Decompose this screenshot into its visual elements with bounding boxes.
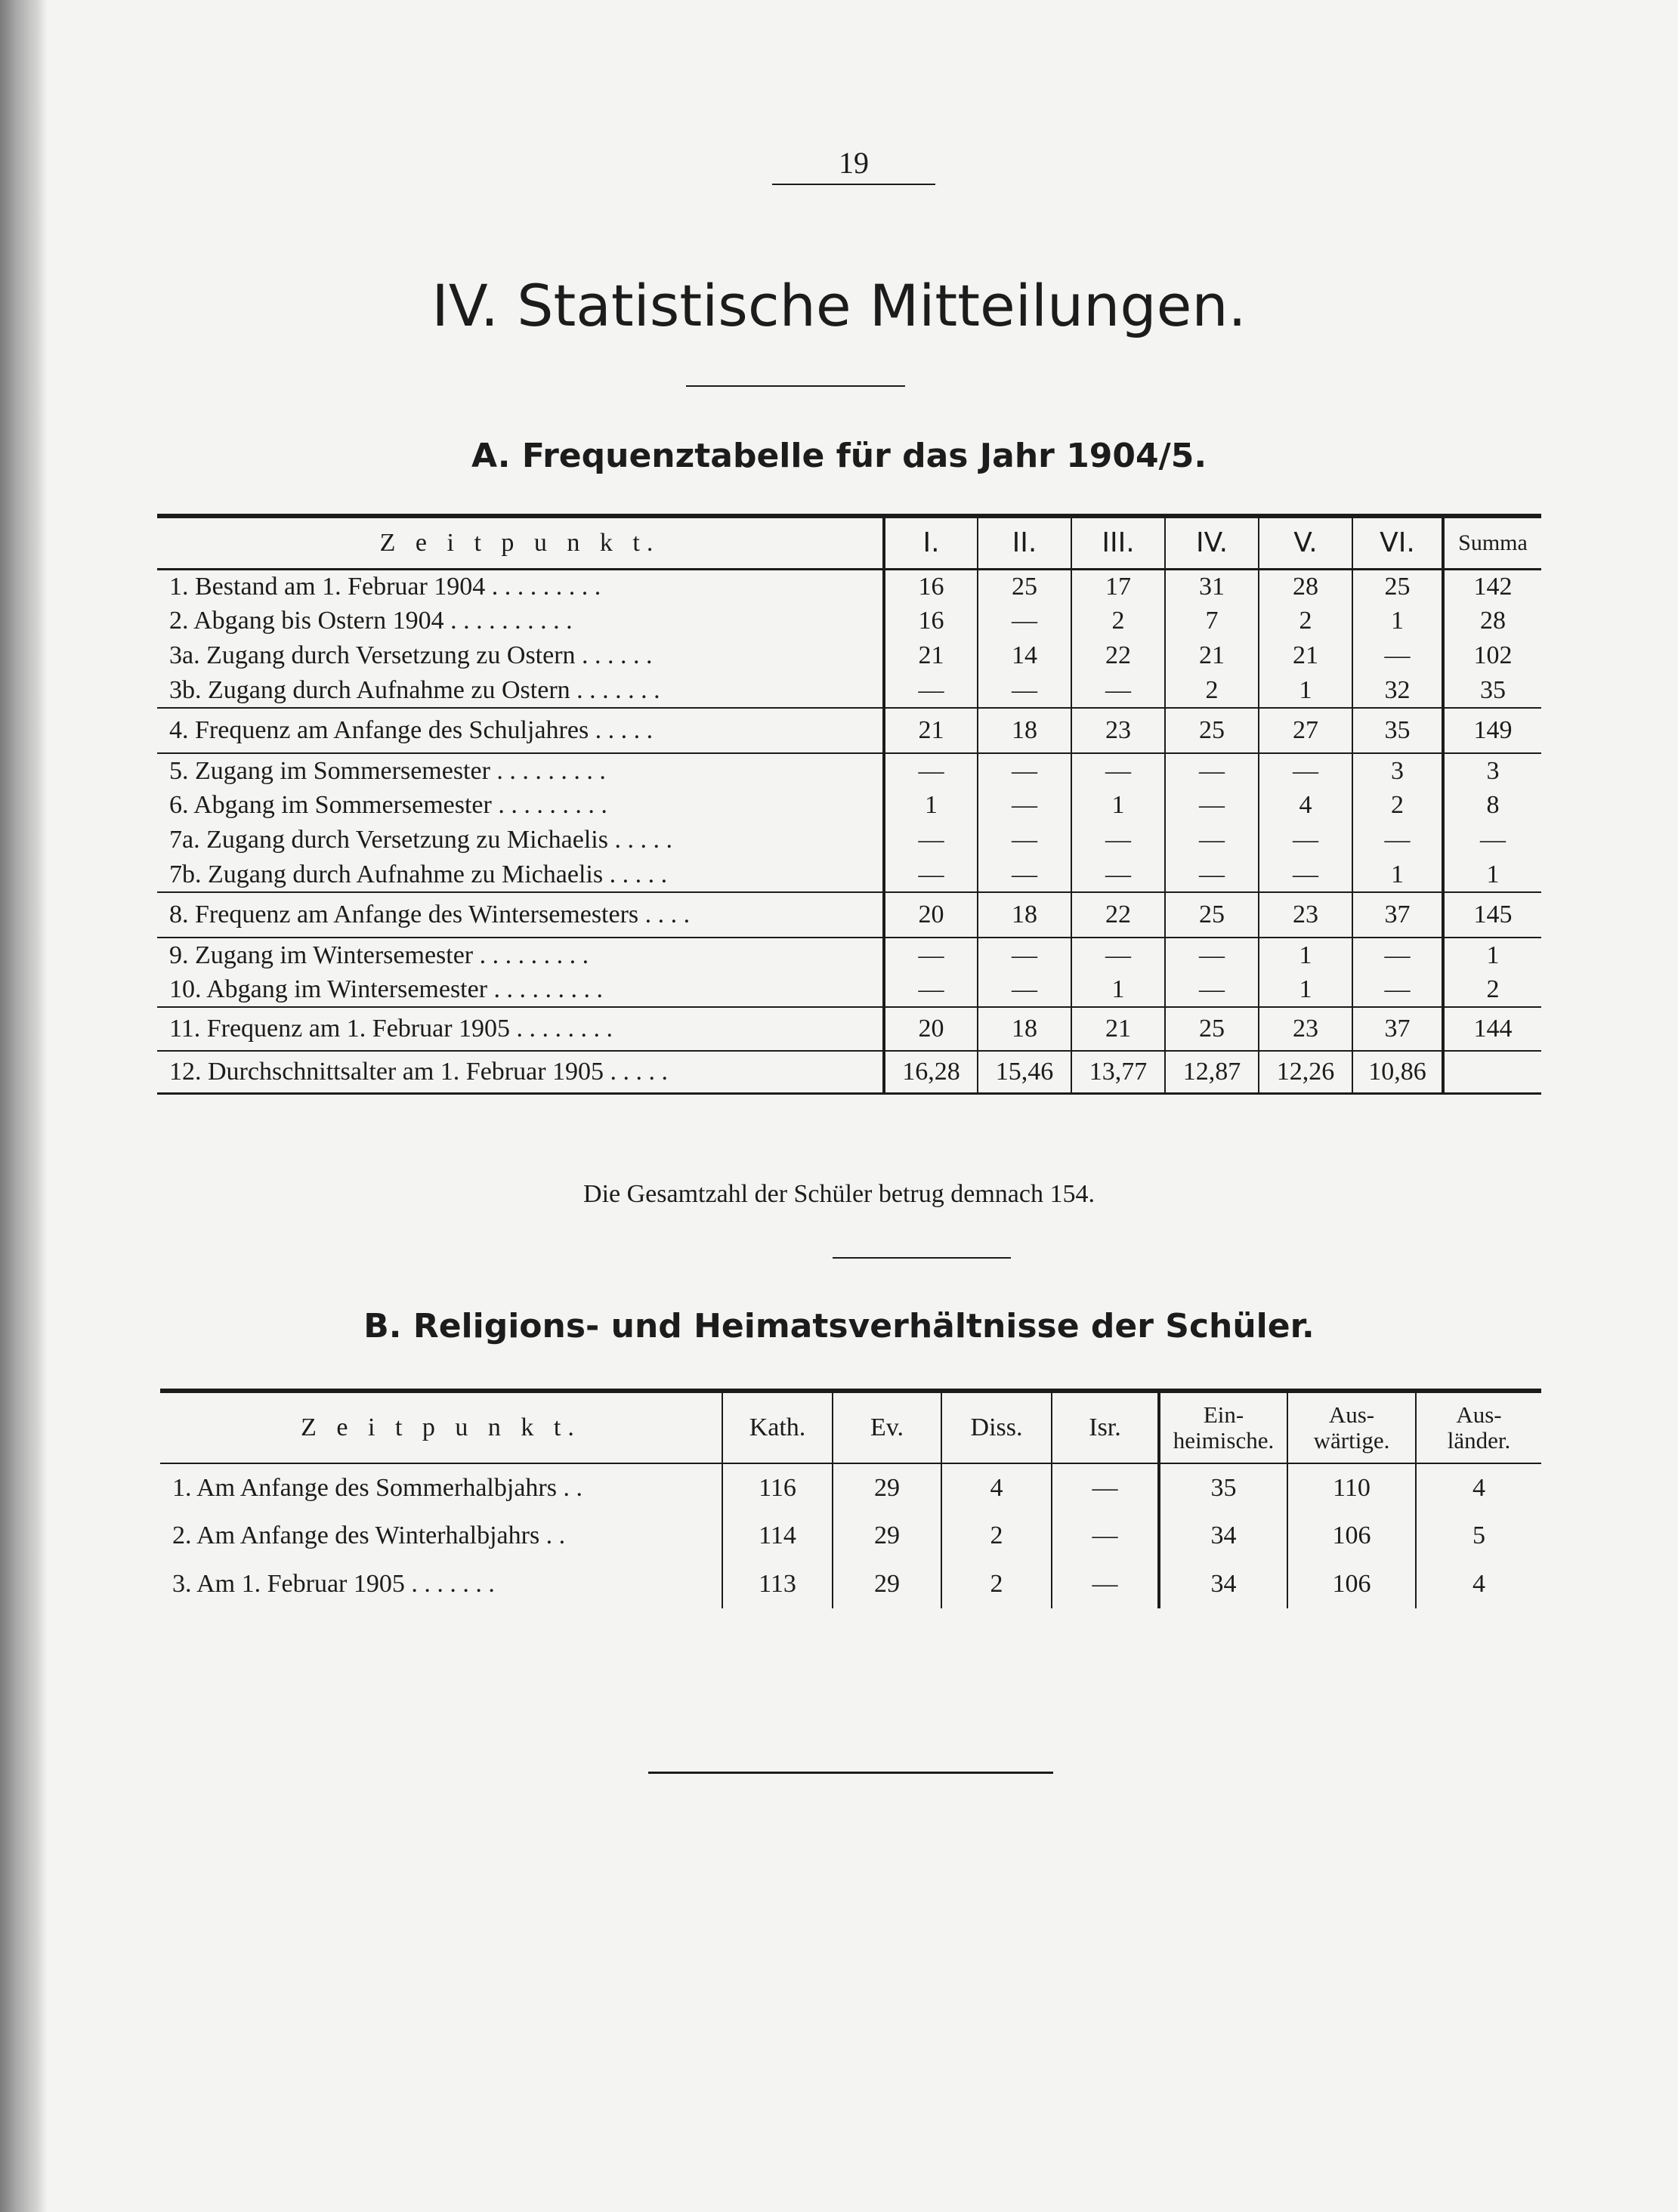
class-cell: 17 <box>1071 569 1165 604</box>
col-header-einheimische <box>1159 1391 1287 1463</box>
class-cell: — <box>978 823 1071 857</box>
class-cell: 4 <box>1259 788 1352 823</box>
class-cell: 18 <box>978 1007 1071 1051</box>
class-cell: — <box>978 673 1071 708</box>
row-label: 7a. Zugang durch Versetzung zu Michaelis . . . . . <box>169 826 672 854</box>
value-cell: — <box>1052 1512 1159 1560</box>
class-cell: 1 <box>884 788 978 823</box>
class-cell: 21 <box>1071 1007 1165 1051</box>
summa-cell: — <box>1443 823 1541 857</box>
value-cell: — <box>1052 1463 1159 1512</box>
class-cell: 7 <box>1165 604 1259 638</box>
class-cell: — <box>1259 857 1352 892</box>
col-header-summa: Summa <box>1443 516 1541 569</box>
main-title: IV. Statistische Mitteilungen. <box>431 272 1247 339</box>
class-cell: 2 <box>1071 604 1165 638</box>
frequency-table <box>157 514 1541 1095</box>
summa-cell: 144 <box>1443 1007 1541 1051</box>
value-cell: 2 <box>941 1512 1052 1560</box>
class-cell: — <box>1259 823 1352 857</box>
value-cell: 34 <box>1159 1560 1287 1608</box>
class-cell: — <box>884 938 978 972</box>
class-cell: — <box>1352 938 1443 972</box>
summa-cell: 149 <box>1443 708 1541 753</box>
class-cell: 23 <box>1071 708 1165 753</box>
class-cell: 1 <box>1071 972 1165 1007</box>
table-row <box>157 857 1541 892</box>
class-cell: — <box>978 857 1071 892</box>
col-header-auslaender-line1: Aus- <box>1456 1401 1502 1428</box>
row-label: 2. Am Anfange des Winterhalbjahrs . . <box>172 1522 566 1549</box>
col-header-auswaertige-line1: Aus- <box>1328 1401 1375 1428</box>
class-cell: — <box>978 788 1071 823</box>
col-header-auslaender-line2: länder. <box>1447 1427 1511 1454</box>
value-cell: 116 <box>722 1463 833 1512</box>
class-cell: 15,46 <box>978 1051 1071 1093</box>
table-a-title: A. Frequenztabelle für das Jahr 1904/5. <box>471 437 1207 475</box>
summa-cell: 142 <box>1443 569 1541 604</box>
class-cell: 2 <box>1259 604 1352 638</box>
row-label: 7b. Zugang durch Aufnahme zu Michaelis . . . . . <box>169 860 668 888</box>
class-cell: — <box>1165 788 1259 823</box>
summa-cell: 1 <box>1443 857 1541 892</box>
class-cell: 21 <box>884 708 978 753</box>
class-cell: 12,26 <box>1259 1051 1352 1093</box>
class-cell: — <box>1352 823 1443 857</box>
class-cell: 2 <box>1352 788 1443 823</box>
class-cell: 37 <box>1352 892 1443 938</box>
col-header-isr: Isr. <box>1052 1391 1159 1463</box>
class-cell: 25 <box>1165 1007 1259 1051</box>
class-cell: — <box>1071 753 1165 788</box>
col-header-diss: Diss. <box>941 1391 1052 1463</box>
class-cell: 27 <box>1259 708 1352 753</box>
col-header-class-2: II. <box>978 516 1071 569</box>
summa-cell: 2 <box>1443 972 1541 1007</box>
class-cell: — <box>1352 638 1443 673</box>
class-cell: 1 <box>1259 972 1352 1007</box>
table-row <box>160 1560 1541 1608</box>
class-cell: — <box>884 972 978 1007</box>
class-cell: — <box>1165 972 1259 1007</box>
col-header-auswaertige <box>1287 1391 1416 1463</box>
class-cell: 16 <box>884 569 978 604</box>
class-cell: 21 <box>1259 638 1352 673</box>
class-cell: 10,86 <box>1352 1051 1443 1093</box>
col-header-auswaertige-line2: wärtige. <box>1313 1427 1390 1454</box>
class-cell: 25 <box>1165 708 1259 753</box>
class-cell: 1 <box>1352 857 1443 892</box>
table-row <box>157 604 1541 638</box>
class-cell: — <box>1071 673 1165 708</box>
page-number: 19 <box>839 146 869 180</box>
value-cell: 29 <box>833 1512 941 1560</box>
class-cell: 13,77 <box>1071 1051 1165 1093</box>
class-cell: — <box>978 753 1071 788</box>
class-cell: 22 <box>1071 892 1165 938</box>
summa-cell <box>1443 1051 1541 1093</box>
class-cell: 1 <box>1071 788 1165 823</box>
value-cell: 110 <box>1287 1463 1416 1512</box>
row-label: 3a. Zugang durch Versetzung zu Ostern . . . . . . <box>169 641 653 669</box>
row-label: 8. Frequenz am Anfange des Wintersemesters . . . . <box>157 892 884 938</box>
table-row <box>157 823 1541 857</box>
table-row <box>157 972 1541 1007</box>
class-cell: 31 <box>1165 569 1259 604</box>
value-cell: 4 <box>1416 1463 1541 1512</box>
class-cell: 21 <box>1165 638 1259 673</box>
class-cell: 20 <box>884 1007 978 1051</box>
row-label: 10. Abgang im Wintersemester . . . . . . . . . <box>169 975 604 1003</box>
row-label: 4. Frequenz am Anfange des Schuljahres . . . . . <box>157 708 884 753</box>
class-cell: 12,87 <box>1165 1051 1259 1093</box>
col-header-einheimische-line1: Ein- <box>1203 1401 1244 1428</box>
row-label: 3b. Zugang durch Aufnahme zu Ostern . . . . . . . <box>169 675 660 704</box>
value-cell: 35 <box>1159 1463 1287 1512</box>
summa-cell: 1 <box>1443 938 1541 972</box>
class-cell: — <box>978 972 1071 1007</box>
row-label: 3. Am 1. Februar 1905 . . . . . . . <box>172 1570 495 1598</box>
table-row <box>157 1051 1541 1093</box>
value-cell: 5 <box>1416 1512 1541 1560</box>
class-cell: 18 <box>978 892 1071 938</box>
row-label: 9. Zugang im Wintersemester . . . . . . . . . <box>157 938 884 972</box>
class-cell: 25 <box>978 569 1071 604</box>
row-label: 1. Am Anfange des Sommerhalbjahrs . . <box>172 1473 583 1502</box>
class-cell: — <box>1165 857 1259 892</box>
value-cell: 4 <box>1416 1560 1541 1608</box>
class-cell: 1 <box>1259 938 1352 972</box>
table-row <box>157 938 1541 972</box>
summa-cell: 35 <box>1443 673 1541 708</box>
table-row <box>160 1463 1541 1512</box>
value-cell: 106 <box>1287 1560 1416 1608</box>
table-row <box>157 788 1541 823</box>
religion-table <box>160 1389 1541 1608</box>
col-header-zeitpunkt: Z e i t p u n k t. <box>379 528 660 557</box>
title-rule <box>686 385 905 387</box>
col-header-ev: Ev. <box>833 1391 941 1463</box>
end-rule <box>648 1772 1053 1774</box>
class-cell: — <box>978 938 1071 972</box>
class-cell: — <box>978 604 1071 638</box>
row-label: 12. Durchschnittsalter am 1. Februar 1905 . . . . . <box>157 1051 884 1093</box>
row-label: 11. Frequenz am 1. Februar 1905 . . . . . . . . <box>157 1007 884 1051</box>
class-cell: 22 <box>1071 638 1165 673</box>
row-label: 2. Abgang bis Ostern 1904 . . . . . . . . . . <box>169 607 573 635</box>
class-cell: 25 <box>1352 569 1443 604</box>
col-header-einheimische-line2: heimische. <box>1173 1427 1275 1454</box>
row-label: 1. Bestand am 1. Februar 1904 . . . . . . . . . <box>169 572 601 601</box>
class-cell: 21 <box>884 638 978 673</box>
value-cell: 114 <box>722 1512 833 1560</box>
table-row <box>157 569 1541 604</box>
class-cell: 37 <box>1352 1007 1443 1051</box>
table-row <box>157 673 1541 708</box>
class-cell: — <box>1071 857 1165 892</box>
class-cell: — <box>1071 938 1165 972</box>
class-cell: 3 <box>1352 753 1443 788</box>
class-cell: — <box>1165 753 1259 788</box>
col-header-class-4: IV. <box>1165 516 1259 569</box>
col-header-zeitpunkt-b: Z e i t p u n k t. <box>301 1413 581 1441</box>
value-cell: — <box>1052 1560 1159 1608</box>
class-cell: 32 <box>1352 673 1443 708</box>
summa-cell: 8 <box>1443 788 1541 823</box>
class-cell: 20 <box>884 892 978 938</box>
class-cell: 14 <box>978 638 1071 673</box>
class-cell: 23 <box>1259 1007 1352 1051</box>
class-cell: — <box>884 857 978 892</box>
table-row <box>157 708 1541 753</box>
class-cell: 1 <box>1259 673 1352 708</box>
class-cell: — <box>884 673 978 708</box>
summa-cell: 145 <box>1443 892 1541 938</box>
col-header-class-5: V. <box>1259 516 1352 569</box>
col-header-class-3: III. <box>1071 516 1165 569</box>
row-label: 5. Zugang im Sommersemester . . . . . . . . . <box>157 753 884 788</box>
class-cell: 2 <box>1165 673 1259 708</box>
class-cell: 25 <box>1165 892 1259 938</box>
class-cell: — <box>884 753 978 788</box>
table-row <box>157 753 1541 788</box>
summa-cell: 102 <box>1443 638 1541 673</box>
summa-cell: 3 <box>1443 753 1541 788</box>
value-cell: 4 <box>941 1463 1052 1512</box>
class-cell: 28 <box>1259 569 1352 604</box>
page-number-rule <box>772 184 935 185</box>
class-cell: 16,28 <box>884 1051 978 1093</box>
class-cell: — <box>1352 972 1443 1007</box>
summa-cell: 28 <box>1443 604 1541 638</box>
class-cell: — <box>884 823 978 857</box>
col-header-kath: Kath. <box>722 1391 833 1463</box>
value-cell: 113 <box>722 1560 833 1608</box>
table-row <box>157 892 1541 938</box>
value-cell: 2 <box>941 1560 1052 1608</box>
table-row <box>157 638 1541 673</box>
row-label: 6. Abgang im Sommersemester . . . . . . . . . <box>169 791 607 819</box>
value-cell: 29 <box>833 1463 941 1512</box>
total-note: Die Gesamtzahl der Schüler betrug demnach 154. <box>583 1180 1095 1208</box>
section-rule <box>833 1257 1011 1259</box>
class-cell: 1 <box>1352 604 1443 638</box>
col-header-class-6: VI. <box>1352 516 1443 569</box>
table-b-title: B. Religions- und Heimatsverhältnisse der Schüler. <box>363 1307 1315 1345</box>
table-row <box>157 1007 1541 1051</box>
class-cell: 35 <box>1352 708 1443 753</box>
class-cell: — <box>1165 938 1259 972</box>
class-cell: 23 <box>1259 892 1352 938</box>
class-cell: 18 <box>978 708 1071 753</box>
value-cell: 106 <box>1287 1512 1416 1560</box>
class-cell: — <box>1259 753 1352 788</box>
class-cell: — <box>1165 823 1259 857</box>
class-cell: 16 <box>884 604 978 638</box>
table-row <box>160 1512 1541 1560</box>
col-header-auslaender <box>1416 1391 1541 1463</box>
value-cell: 34 <box>1159 1512 1287 1560</box>
col-header-class-1: I. <box>884 516 978 569</box>
value-cell: 29 <box>833 1560 941 1608</box>
class-cell: — <box>1071 823 1165 857</box>
